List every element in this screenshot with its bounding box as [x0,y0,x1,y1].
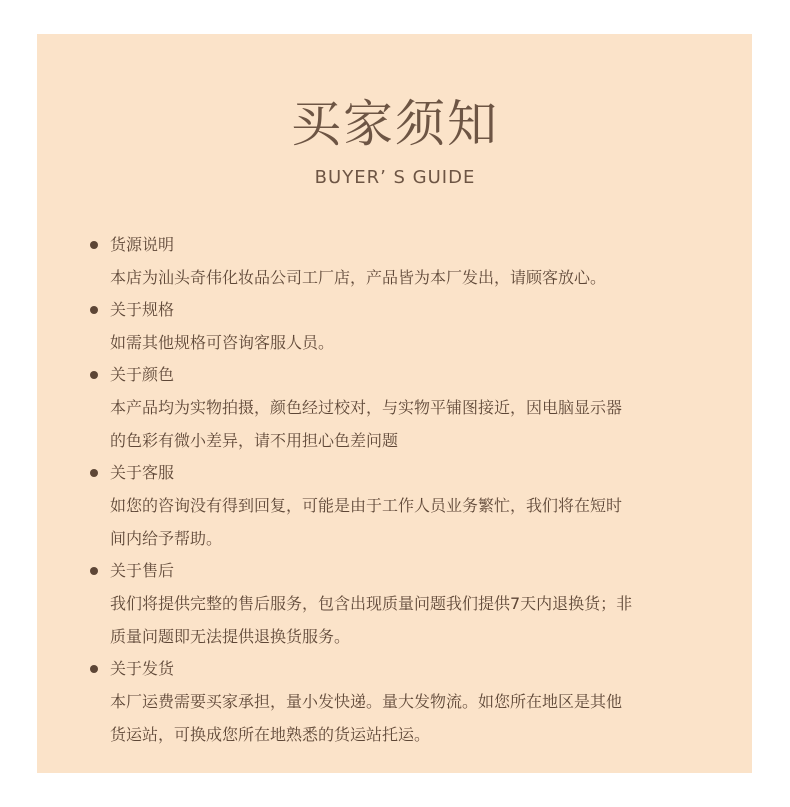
bullet-icon [90,469,98,477]
section-heading [88,555,728,587]
section-body-line: 质量问题即无法提供退换货服务。 [110,627,351,646]
section-body-line: 本店为汕头奇伟化妆品公司工厂店，产品皆为本厂发出，请顾客放心。 [110,268,607,287]
section-heading-text: 关于客服 [110,463,175,482]
section-heading-text: 关于颜色 [110,365,175,384]
page-title: 买家须知 [291,95,499,153]
bullet-icon [90,371,98,379]
section-heading [88,229,728,261]
guide-sections [88,229,728,751]
section-body-line: 如需其他规格可咨询客服人员。 [110,333,335,352]
section-heading [88,359,728,391]
section-customer-service [88,457,728,555]
section-heading-text: 关于售后 [110,561,175,580]
section-body-line: 货运站，可换成您所在地熟悉的货运站托运。 [110,725,431,744]
bullet-icon [90,306,98,314]
section-heading-text: 关于规格 [110,300,175,319]
section-body-line: 间内给予帮助。 [110,529,223,548]
section-heading [88,294,728,326]
page-subtitle: BUYER’ S GUIDE [314,167,476,188]
section-heading-text: 货源说明 [110,235,175,254]
section-shipping [88,653,728,751]
section-heading [88,457,728,489]
section-body-line: 本厂运费需要买家承担，量小发快递。量大发物流。如您所在地区是其他 [110,692,623,711]
section-body-line: 的色彩有微小差异，请不用担心色差问题 [110,431,399,450]
section-heading [88,653,728,685]
section-heading-text: 关于发货 [110,659,175,678]
section-body-line: 如您的咨询没有得到回复，可能是由于工作人员业务繁忙，我们将在短时 [110,496,623,515]
section-source [88,229,728,294]
section-after-sales [88,555,728,653]
section-body-line: 本产品均为实物拍摄，颜色经过校对，与实物平铺图接近，因电脑显示器 [110,398,623,417]
bullet-icon [90,567,98,575]
section-body-line: 我们将提供完整的售后服务，包含出现质量问题我们提供7天内退换货；非 [110,594,633,613]
bullet-icon [90,241,98,249]
section-specs [88,294,728,359]
bullet-icon [90,665,98,673]
section-color [88,359,728,457]
